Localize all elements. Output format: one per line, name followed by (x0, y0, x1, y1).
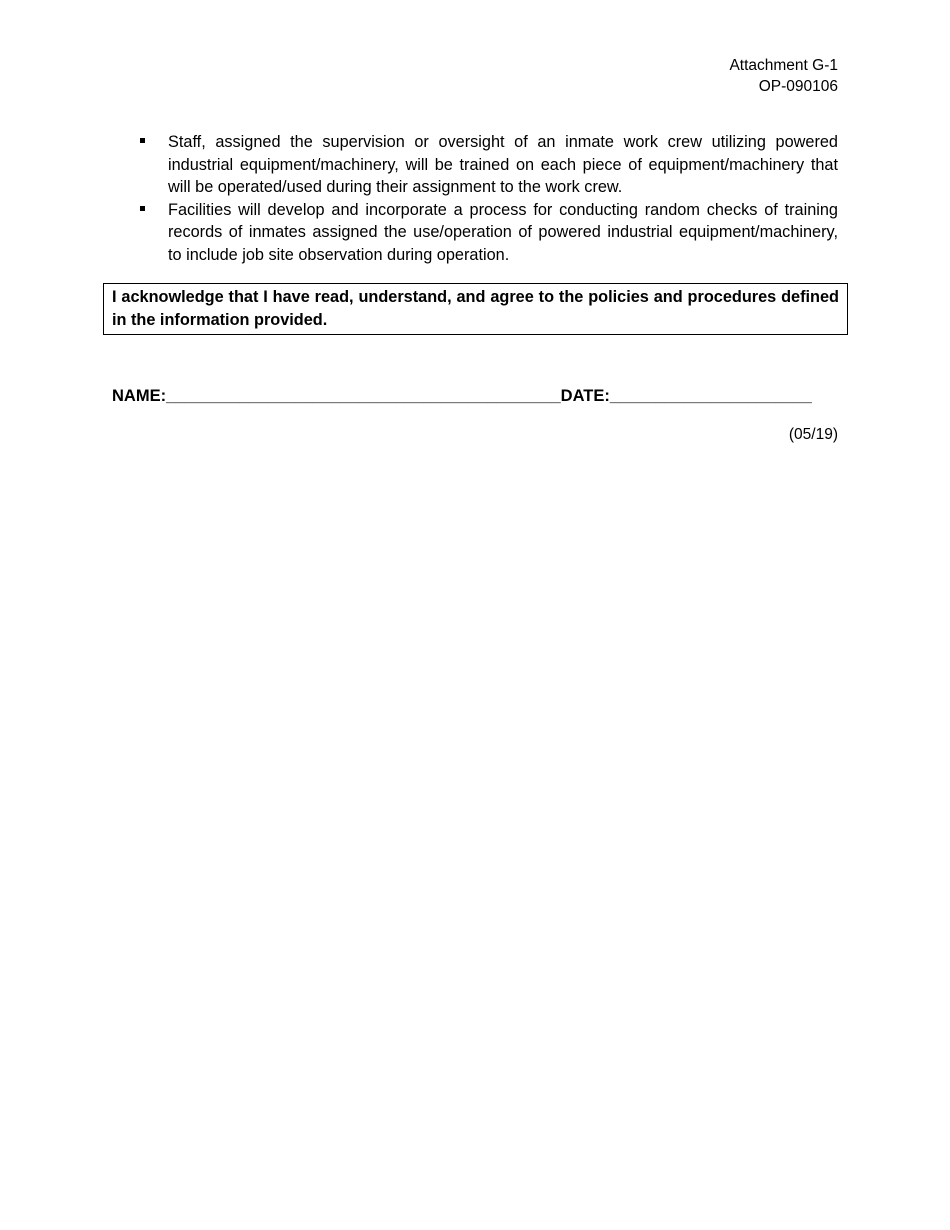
revision-date: (05/19) (788, 426, 838, 443)
square-bullet-icon (140, 206, 145, 211)
acknowledgement-box (103, 283, 848, 335)
attachment-label: Attachment G-1 (729, 57, 838, 74)
acknowledgement-text: I acknowledge that I have read, understand, and agree to the policies and procedures defined in the information provided. (112, 288, 839, 329)
name-field[interactable]: ___________________________________________ (166, 387, 561, 405)
list-item (140, 131, 838, 199)
date-field[interactable]: ______________________ (609, 387, 812, 405)
square-bullet-icon (140, 138, 145, 143)
name-label: NAME: (112, 387, 167, 405)
bullet-text: Facilities will develop and incorporate a process for conducting random checks of training records of inmates assigned the use/operation of powered industrial equipment/machinery, to include job site observation during operation. (168, 200, 838, 264)
signature-line (112, 385, 812, 407)
policy-number: OP-090106 (758, 78, 838, 95)
bullet-text: Staff, assigned the supervision or oversight of an inmate work crew utilizing powered industrial equipment/machinery, will be trained on each piece of equipment/machinery that will be operated/used during their assignment to the work crew. (168, 133, 838, 197)
list-item (140, 199, 838, 267)
policy-bullet-list (140, 131, 838, 267)
date-label: DATE: (560, 387, 610, 405)
page-header (729, 55, 838, 97)
